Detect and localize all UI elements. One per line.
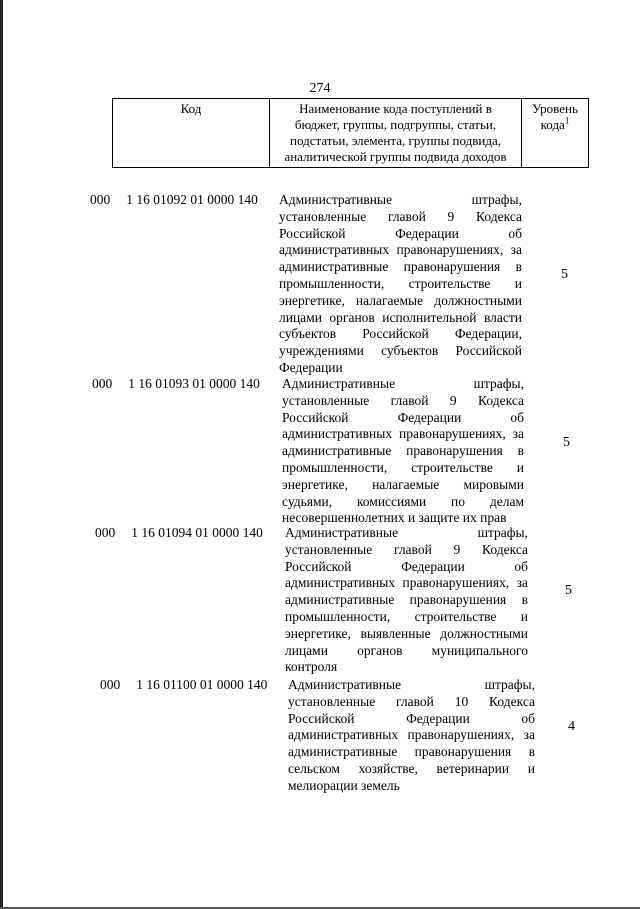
description-line: контроля: [285, 659, 338, 675]
description-line: Административные штрафы,: [282, 376, 524, 391]
description-line: административных правонарушениях, за: [282, 426, 524, 442]
admin-code: 000: [100, 677, 121, 692]
header-code-label: Код: [180, 101, 202, 116]
description-line: субъектов Российской Федерации,: [279, 326, 522, 342]
entry-code: [95, 525, 263, 542]
description-line: установленные главой 10 Кодекса: [288, 693, 535, 709]
description-line: Административные штрафы,: [288, 677, 535, 692]
description-line: учреждениями субъектов Российской: [279, 343, 522, 359]
description-line: Российской Федерации об: [285, 558, 528, 574]
description-line: энергетике, выявленные должностными: [285, 625, 528, 641]
description-line: мелиорации земель: [288, 777, 400, 793]
kbk-code: 1 16 01092 01 0000 140: [126, 192, 258, 207]
description-line: установленные главой 9 Кодекса: [285, 541, 528, 557]
entry-level: 5: [565, 583, 572, 598]
description-line: Административные штрафы,: [279, 192, 522, 207]
description-line: несовершеннолетних и защите их прав: [282, 510, 507, 526]
entry-level: 5: [561, 267, 568, 282]
header-name-line: подстатьи, элемента, группы подвида,: [290, 133, 501, 148]
admin-code: 000: [95, 525, 116, 540]
description-line: промышленности, строительстве и: [279, 275, 522, 291]
header-level-cell: [522, 99, 589, 168]
description-line: судьями, комиссиями по делам: [282, 493, 524, 509]
description-line: административных правонарушениях, за: [285, 575, 528, 591]
description-line: установленные главой 9 Кодекса: [282, 392, 524, 408]
description-line: административные правонарушения в: [285, 592, 528, 608]
admin-code: 000: [90, 192, 111, 207]
description-line: административные правонарушения в: [282, 443, 524, 459]
entry-level: 5: [563, 435, 570, 450]
entry-description: [288, 677, 535, 795]
entry-code: [92, 376, 260, 393]
description-line: энергетике, налагаемые мировыми: [282, 476, 524, 492]
header-level-line2: кода: [540, 117, 565, 132]
entry: [92, 376, 570, 536]
entry-description: [282, 376, 524, 527]
description-line: административных правонарушениях, за: [279, 242, 522, 258]
admin-code: 000: [92, 376, 113, 391]
description-line: Российской Федерации об: [288, 710, 535, 726]
description-line: Федерации: [279, 359, 343, 375]
page-number: 274: [309, 81, 331, 96]
entry: [100, 677, 575, 807]
description-line: административные правонарушения в: [279, 259, 522, 275]
entry-description: [285, 525, 528, 676]
entry-code: [100, 677, 267, 694]
header-level-line1: Уровень: [532, 101, 578, 116]
description-line: Административные штрафы,: [285, 525, 528, 540]
description-line: административные правонарушения в: [288, 744, 535, 760]
header-name-line: бюджет, группы, подгруппы, статьи,: [294, 117, 497, 132]
description-line: установленные главой 9 Кодекса: [279, 208, 522, 224]
kbk-code: 1 16 01100 01 0000 140: [136, 677, 268, 692]
kbk-code: 1 16 01093 01 0000 140: [128, 376, 260, 391]
header-name-line: Наименование кода поступлений в: [299, 101, 492, 116]
description-line: сельском хозяйстве, ветеринарии и: [288, 760, 535, 776]
description-line: промышленности, строительстве и: [285, 608, 528, 624]
description-line: лицами органов муниципального: [285, 642, 528, 658]
header-table: [112, 98, 589, 168]
description-line: промышленности, строительстве и: [282, 459, 524, 475]
header-level-footnote: 1: [564, 115, 570, 126]
description-line: Российской Федерации об: [279, 225, 522, 241]
header-code-cell: [113, 99, 270, 168]
header-name-cell: [270, 99, 522, 168]
description-line: лицами органов исполнительной власти: [279, 309, 522, 325]
kbk-code: 1 16 01094 01 0000 140: [131, 525, 263, 540]
scan-edge-left: [0, 0, 3, 909]
description-line: Российской Федерации об: [282, 409, 524, 425]
entry-description: [279, 192, 522, 377]
description-line: энергетике, налагаемые должностными: [279, 292, 522, 308]
entry-level: 4: [568, 719, 575, 734]
entry-code: [90, 192, 258, 209]
description-line: административных правонарушениях, за: [288, 727, 535, 743]
entry: [90, 192, 568, 382]
entry: [95, 525, 572, 685]
header-name-line: аналитической группы подвида доходов: [284, 149, 507, 164]
